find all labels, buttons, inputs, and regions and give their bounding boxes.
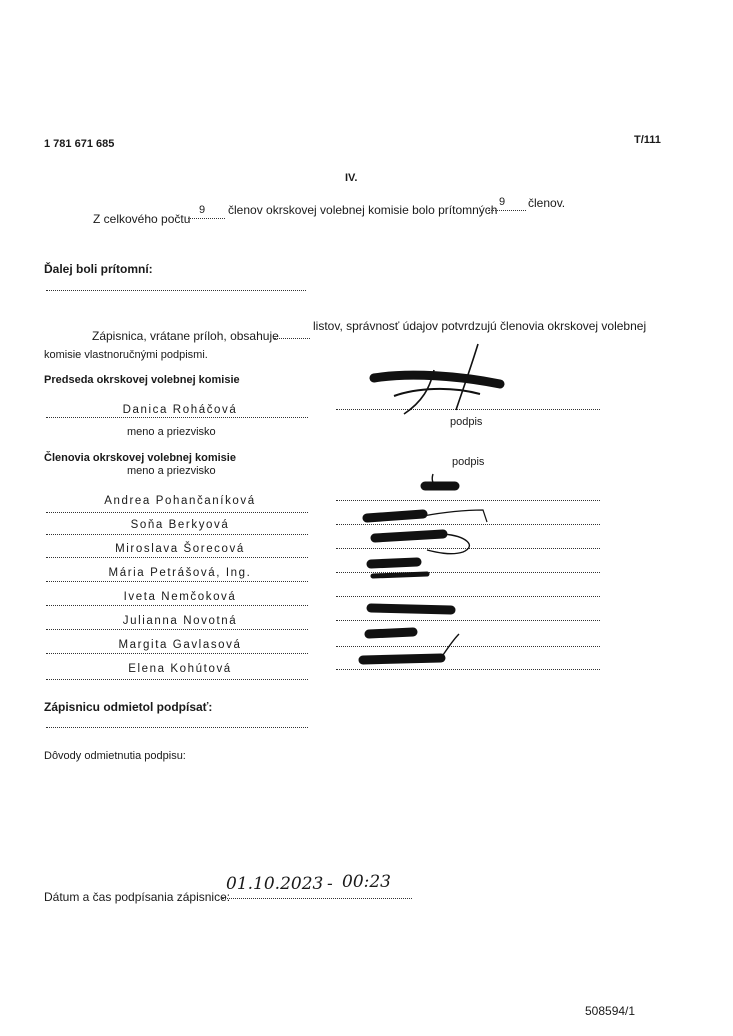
- members-heading: Členovia okrskovej volebnej komisie: [44, 452, 236, 464]
- member-name-field: [46, 679, 308, 680]
- attendance-text-1: Z celkového počtu: [93, 212, 191, 226]
- member-name-1: Andrea Pohančaníková: [104, 495, 256, 507]
- signing-time: 00:23: [342, 872, 391, 892]
- chair-name: Danica Roháčová: [122, 404, 238, 416]
- signing-date: 01.10.2023: [226, 874, 324, 894]
- others-present-label: Ďalej boli prítomní:: [44, 262, 153, 276]
- total-members-field: [188, 218, 225, 219]
- chair-heading: Predseda okrskovej volebnej komisie: [44, 374, 240, 386]
- attendance-text-2: členov okrskovej volebnej komisie bolo prítomných: [228, 203, 498, 217]
- member-name-field: [46, 653, 308, 654]
- signing-separator: -: [327, 874, 333, 894]
- attendance-text-3: členov.: [528, 196, 566, 210]
- attachments-count-field: [274, 338, 310, 339]
- member-signature-marks: [355, 470, 505, 670]
- attachments-text-1: Zápisnica, vrátane príloh, obsahuje: [92, 329, 279, 343]
- chair-name-field: [46, 417, 308, 418]
- present-members-value: 9: [499, 196, 506, 208]
- form-code: T/111: [634, 134, 661, 146]
- chair-signature-caption: podpis: [450, 416, 483, 428]
- refused-label: Zápisnicu odmietol podpísať:: [44, 700, 213, 714]
- member-name-8: Elena Kohútová: [128, 663, 232, 675]
- section-number: IV.: [345, 172, 358, 184]
- member-name-4: Mária Petrášová, Ing.: [108, 567, 252, 579]
- chair-name-caption: meno a priezvisko: [127, 426, 216, 438]
- member-name-5: Iveta Nemčoková: [123, 591, 237, 603]
- member-name-field: [46, 629, 308, 630]
- member-name-field: [46, 512, 308, 513]
- total-members-value: 9: [199, 204, 206, 216]
- document-id: 508594/1: [585, 1004, 636, 1018]
- member-name-7: Margita Gavlasová: [118, 639, 242, 651]
- form-number: 1 781 671 685: [44, 138, 115, 150]
- refused-field: [46, 727, 308, 728]
- refusal-reasons-label: Dôvody odmietnutia podpisu:: [44, 750, 186, 762]
- signing-label: Dátum a čas podpísania zápisnice:: [44, 890, 231, 904]
- signing-field: [222, 898, 412, 899]
- members-name-caption: meno a priezvisko: [127, 465, 216, 477]
- members-signature-caption: podpis: [452, 456, 485, 468]
- member-name-field: [46, 557, 308, 558]
- attachments-text-3: komisie vlastnoručnými podpismi.: [44, 349, 208, 361]
- member-name-3: Miroslava Šorecová: [115, 543, 245, 555]
- member-name-field: [46, 534, 308, 535]
- member-name-field: [46, 605, 308, 606]
- present-members-field: [488, 210, 526, 211]
- member-name-2: Soňa Berkyová: [130, 519, 230, 531]
- chair-signature-mark: [360, 340, 520, 420]
- others-present-field: [46, 290, 306, 291]
- member-name-6: Julianna Novotná: [122, 615, 238, 627]
- member-name-field: [46, 581, 308, 582]
- attachments-text-2: listov, správnosť údajov potvrdzujú členovia okrskovej volebnej: [313, 319, 647, 333]
